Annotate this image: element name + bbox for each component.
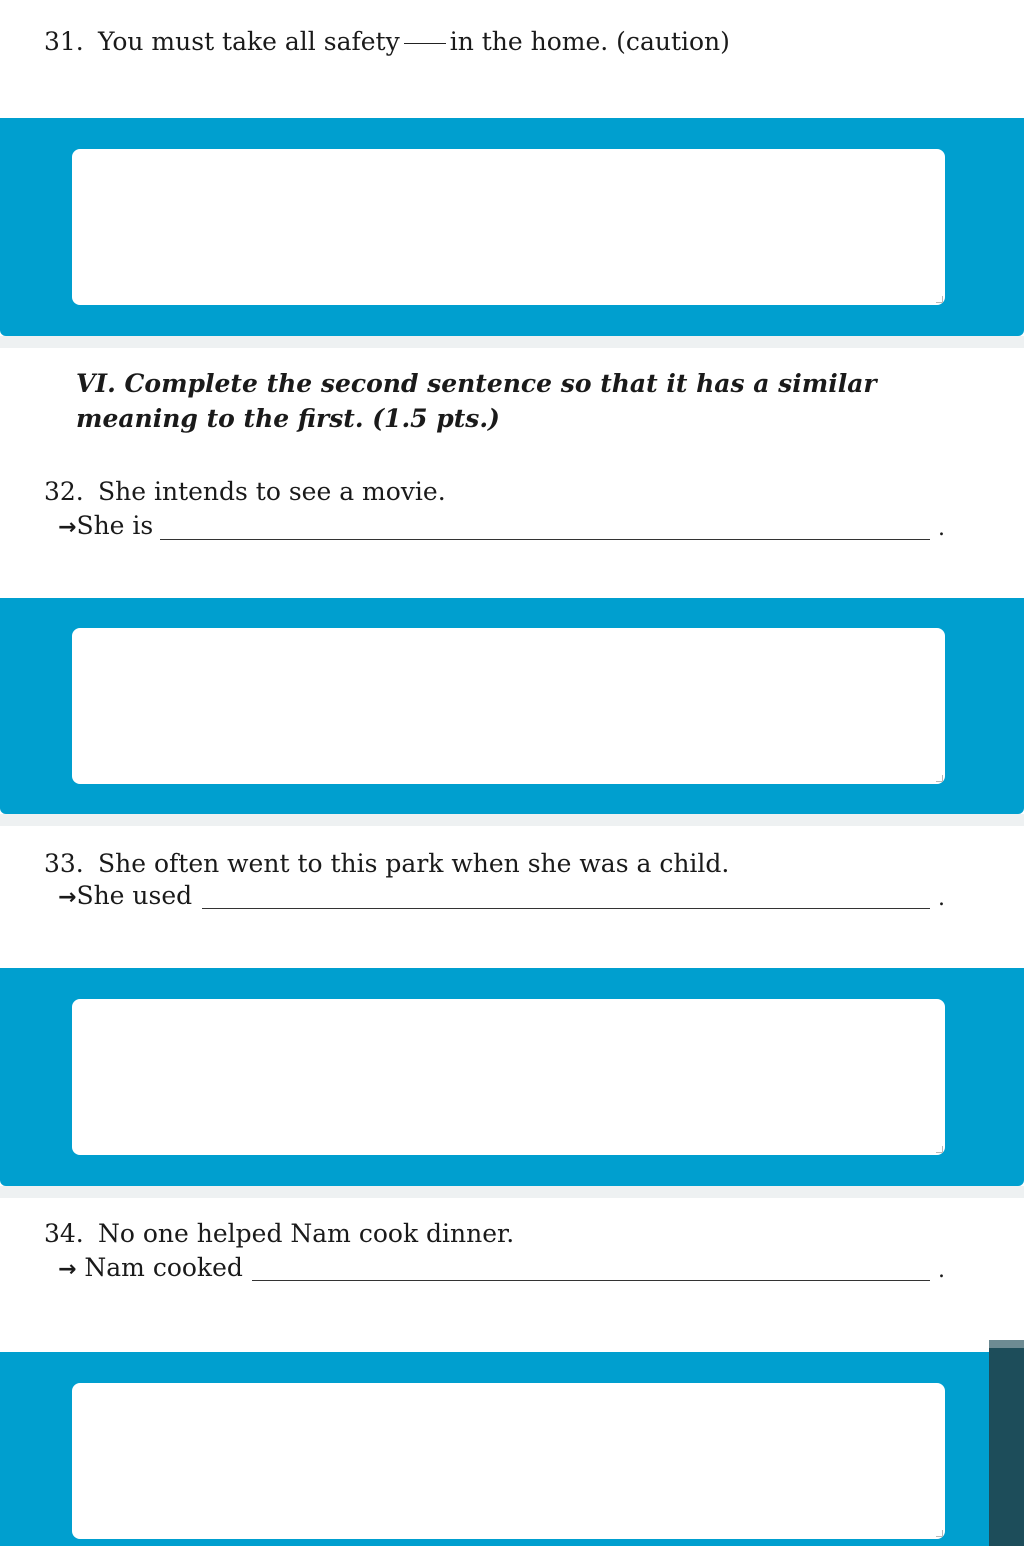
- question-31: [44, 26, 730, 58]
- answer-panel-2: [0, 598, 1024, 814]
- rewrite-starter: She is: [76, 511, 154, 540]
- answer-blank-line: [160, 539, 930, 540]
- question-card-32: [0, 348, 1024, 598]
- question-number: 32.: [44, 477, 84, 506]
- answer-panel-1: [0, 118, 1024, 336]
- question-prompt: No one helped Nam cook dinner.: [98, 1219, 515, 1248]
- arrow-icon: →: [58, 515, 77, 540]
- fill-blank: [404, 43, 446, 44]
- resize-grip-icon[interactable]: [936, 1146, 943, 1153]
- question-text-after-blank: in the home. (caution): [449, 27, 730, 56]
- question-card-31: [0, 0, 1024, 118]
- card-divider: [0, 336, 1024, 348]
- scrollbar-thumb[interactable]: [989, 1340, 1024, 1546]
- rewrite-line-34: [58, 1252, 243, 1286]
- answer-panel-3: [0, 968, 1024, 1186]
- sentence-end: .: [938, 1258, 945, 1283]
- rewrite-line-33: [58, 880, 192, 914]
- question-number: 34.: [44, 1219, 84, 1248]
- question-34: [44, 1218, 514, 1250]
- question-prompt: She often went to this park when she was a child.: [98, 849, 730, 878]
- rewrite-line-32: [58, 510, 153, 544]
- rewrite-starter: Nam cooked: [76, 1253, 243, 1282]
- answer-input-1[interactable]: [72, 149, 945, 305]
- scrollbar-cap: [989, 1340, 1024, 1348]
- answer-input-2[interactable]: [72, 628, 945, 784]
- answer-input-4[interactable]: [72, 1383, 945, 1539]
- answer-panel-4: [0, 1352, 1024, 1546]
- answer-input-3[interactable]: [72, 999, 945, 1155]
- sentence-end: .: [938, 516, 945, 541]
- question-number: 33.: [44, 849, 84, 878]
- question-number: 31.: [44, 27, 84, 56]
- arrow-icon: →: [58, 885, 77, 910]
- section-heading: VI. Complete the second sentence so that it has a similar meaning to the first. (1.5 pts.): [76, 369, 877, 433]
- question-33: [44, 848, 729, 880]
- question-card-33: [0, 826, 1024, 968]
- question-text-before-blank: You must take all safety: [98, 27, 400, 56]
- rewrite-starter: She used: [76, 881, 193, 910]
- resize-grip-icon[interactable]: [936, 775, 943, 782]
- card-divider: [0, 1186, 1024, 1198]
- arrow-icon: →: [58, 1257, 77, 1282]
- resize-grip-icon[interactable]: [936, 296, 943, 303]
- sentence-end: .: [938, 886, 945, 911]
- card-divider: [0, 814, 1024, 826]
- question-card-34: [0, 1198, 1024, 1352]
- answer-blank-line: [202, 908, 930, 909]
- question-prompt: She intends to see a movie.: [98, 477, 446, 506]
- question-32: [44, 476, 446, 508]
- answer-blank-line: [252, 1280, 930, 1281]
- resize-grip-icon[interactable]: [936, 1530, 943, 1537]
